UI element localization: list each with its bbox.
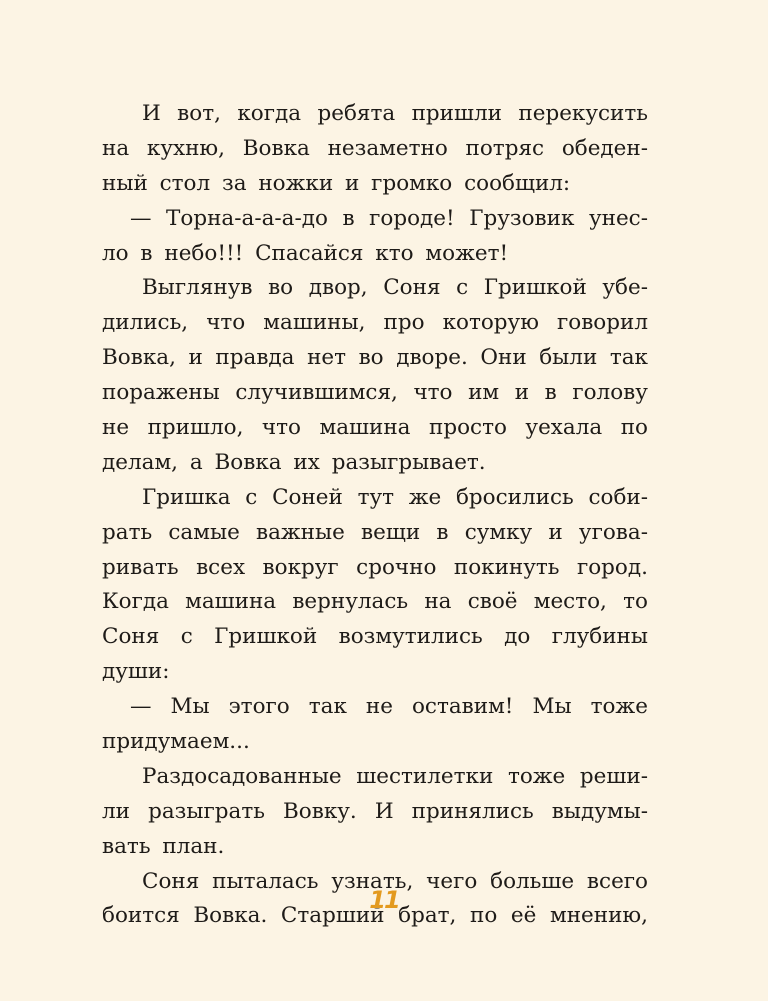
- word: Соня: [383, 275, 441, 301]
- word: с: [245, 484, 258, 510]
- word: с: [180, 624, 193, 650]
- word: Мы: [532, 694, 572, 720]
- word: принялись: [411, 798, 534, 824]
- text-line: [102, 760, 648, 795]
- word: в: [342, 205, 355, 231]
- word: городе!: [369, 205, 455, 231]
- word: когда: [237, 101, 302, 126]
- word: обеден-: [561, 135, 648, 161]
- word: что: [206, 310, 246, 336]
- word: с: [456, 275, 469, 301]
- word: кухню,: [146, 135, 225, 161]
- word: срочно: [356, 554, 437, 580]
- word: реши-: [579, 763, 648, 789]
- word: важные: [255, 519, 345, 545]
- word: не: [365, 694, 393, 720]
- text-line: [102, 97, 648, 132]
- word: двор,: [308, 275, 368, 301]
- word: в: [544, 380, 557, 406]
- book-page-text: [102, 97, 648, 934]
- word: в: [436, 519, 449, 545]
- text-line: [102, 202, 648, 237]
- word: Мы: [170, 694, 210, 720]
- word: глубины: [551, 624, 648, 650]
- word: Вовка: [242, 135, 310, 161]
- word: разыграть: [148, 798, 265, 824]
- word: так: [308, 694, 347, 720]
- word: до: [504, 624, 531, 650]
- word: и: [514, 380, 530, 406]
- word: самые: [168, 519, 240, 545]
- word: нет: [307, 345, 347, 371]
- word: мнению,: [550, 903, 648, 929]
- word: всего: [586, 868, 648, 894]
- word: —: [130, 694, 152, 720]
- word: Когда: [102, 589, 169, 615]
- text-line: [102, 795, 648, 830]
- word: шестилетки: [356, 763, 494, 789]
- word: И: [142, 101, 161, 126]
- word: тоже: [507, 763, 566, 789]
- word: голову: [572, 380, 648, 406]
- word: возмутились: [338, 624, 483, 650]
- word: Выглянув: [142, 275, 253, 301]
- word: узнать,: [331, 868, 414, 894]
- word: выдумы-: [551, 798, 648, 824]
- text-line: вать план.: [102, 833, 225, 859]
- word: вернулась: [292, 589, 409, 615]
- text-line: [102, 551, 648, 586]
- word: просто: [429, 415, 507, 441]
- word: пришло,: [147, 415, 244, 441]
- word: —: [130, 205, 152, 231]
- word: незаметно: [327, 135, 448, 161]
- text-line: [102, 690, 648, 725]
- text-line: ный стол за ножки и громко сообщил:: [102, 170, 571, 196]
- word: машины,: [263, 310, 366, 336]
- word: Гришкой: [483, 275, 587, 301]
- word: и: [188, 345, 203, 371]
- word: же: [408, 484, 442, 510]
- word: тоже: [590, 694, 648, 720]
- word: оставим!: [411, 694, 514, 720]
- word: про: [383, 310, 425, 336]
- word: во: [268, 275, 294, 301]
- word: Соня: [142, 868, 200, 894]
- word: которую: [442, 310, 539, 336]
- text-line: [102, 516, 648, 551]
- text-line: [102, 481, 648, 516]
- word: всех: [196, 554, 246, 580]
- word: на: [102, 135, 130, 161]
- word: Раздосадованные: [142, 763, 342, 789]
- word: по: [620, 415, 648, 441]
- page-number: 11: [369, 886, 399, 914]
- word: на: [424, 589, 452, 615]
- word: вот,: [177, 101, 221, 126]
- word: что: [413, 380, 453, 406]
- word: соби-: [588, 484, 648, 510]
- word: потряс: [465, 135, 545, 161]
- text-line: [102, 376, 648, 411]
- word: поражены: [102, 380, 220, 406]
- text-line: [102, 306, 648, 341]
- text-line: [102, 341, 648, 376]
- word: Соней: [272, 484, 343, 510]
- text-line: ло в небо!!! Спасайся кто может!: [102, 240, 509, 266]
- word: своё: [467, 589, 518, 615]
- word: этого: [228, 694, 290, 720]
- word: брат,: [398, 903, 457, 929]
- word: были: [539, 345, 598, 371]
- word: Грузовик: [469, 205, 575, 231]
- word: случившимся,: [235, 380, 398, 406]
- text-line: души:: [102, 659, 170, 685]
- word: бросились: [455, 484, 574, 510]
- word: её: [510, 903, 537, 929]
- word: Гришкой: [214, 624, 318, 650]
- word: И: [374, 798, 394, 824]
- word: вокруг: [262, 554, 339, 580]
- word: сумку: [464, 519, 533, 545]
- text-line: [102, 620, 648, 655]
- word: больше: [490, 868, 575, 894]
- word: Торна-а-а-а-до: [166, 205, 328, 231]
- word: убе-: [602, 275, 648, 301]
- text-line: придумаем...: [102, 729, 250, 755]
- text-line: делам, а Вовка их разыгрывает.: [102, 449, 486, 475]
- word: правда: [215, 345, 295, 371]
- word: машина: [185, 589, 277, 615]
- word: так: [609, 345, 648, 371]
- word: дились,: [102, 310, 189, 336]
- word: по: [470, 903, 498, 929]
- word: пыталась: [212, 868, 319, 894]
- word: во: [358, 345, 384, 371]
- text-line: [102, 132, 648, 167]
- text-line: [102, 411, 648, 446]
- word: машина: [319, 415, 411, 441]
- word: Гришка: [142, 484, 231, 510]
- word: не: [102, 415, 130, 441]
- word: и: [548, 519, 563, 545]
- word: тут: [357, 484, 395, 510]
- word: Вовка,: [102, 345, 176, 371]
- word: Вовку.: [283, 798, 357, 824]
- word: чего: [426, 868, 478, 894]
- word: уехала: [525, 415, 603, 441]
- word: угова-: [578, 519, 648, 545]
- word: что: [261, 415, 301, 441]
- text-line: [102, 271, 648, 306]
- word: Старший: [280, 903, 385, 929]
- word: рать: [102, 519, 153, 545]
- word: вещи: [361, 519, 421, 545]
- word: ли: [102, 798, 130, 824]
- word: место,: [533, 589, 607, 615]
- word: Они: [480, 345, 527, 371]
- word: дворе.: [396, 345, 468, 371]
- word: Вовка.: [193, 903, 268, 929]
- word: перекусить: [518, 101, 648, 126]
- word: боится: [102, 903, 180, 929]
- word: Соня: [102, 624, 160, 650]
- text-line: [102, 585, 648, 620]
- word: то: [623, 589, 648, 615]
- word: ребята: [317, 101, 396, 126]
- word: город.: [576, 554, 648, 580]
- word: пришли: [411, 101, 502, 126]
- word: унес-: [588, 205, 648, 231]
- word: говорил: [556, 310, 648, 336]
- word: покинуть: [453, 554, 560, 580]
- word: ривать: [102, 554, 179, 580]
- word: им: [468, 380, 500, 406]
